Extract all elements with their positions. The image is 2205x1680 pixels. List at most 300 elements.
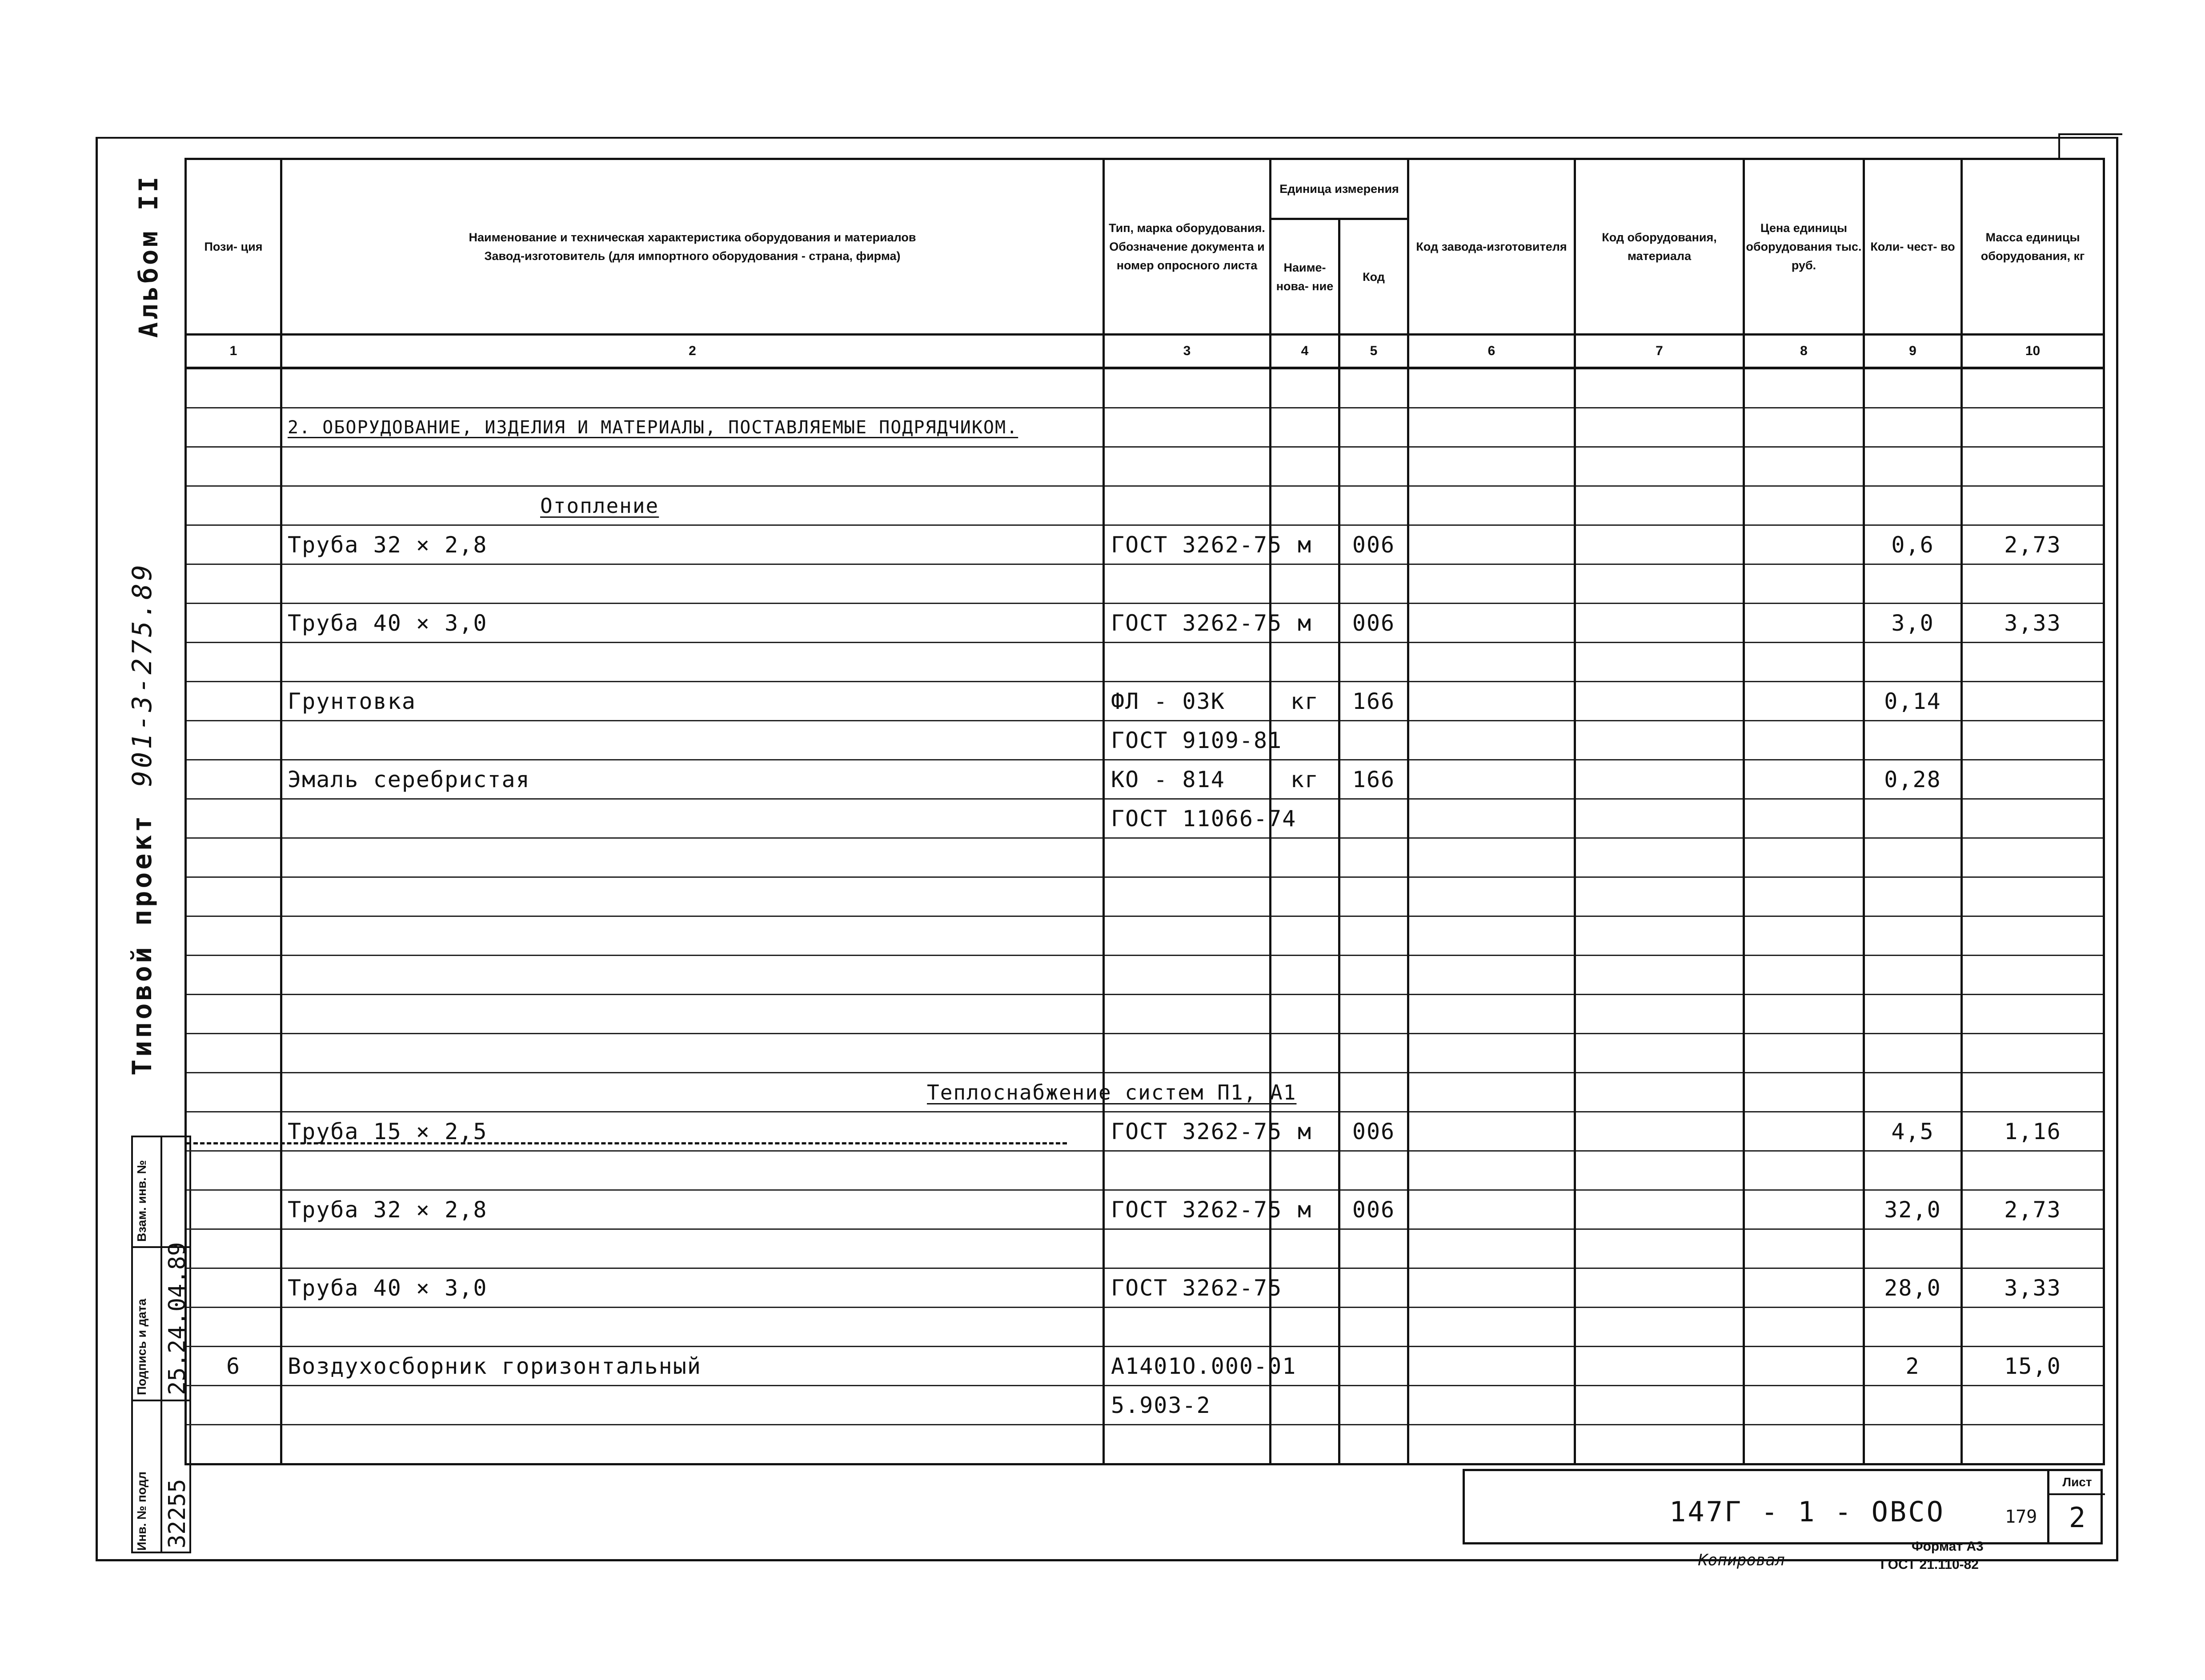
unit-code-cell: 166	[1339, 682, 1408, 721]
mass-cell: 2,73	[1962, 1190, 2104, 1229]
col-number: 9	[1864, 335, 1962, 368]
equipment-code-cell	[1575, 447, 1744, 486]
mass-cell	[1962, 721, 2104, 760]
position-cell	[186, 368, 281, 408]
position-cell	[186, 486, 281, 525]
stamp-inv-label: Инв. № подл	[135, 1471, 148, 1551]
quantity-cell	[1864, 1386, 1962, 1425]
stamp-rule	[133, 1400, 189, 1401]
factory-code-cell	[1408, 1308, 1575, 1347]
equipment-code-cell	[1575, 1112, 1744, 1151]
name-cell: Труба 15 × 2,5	[281, 1112, 1104, 1151]
price-cell	[1744, 1190, 1864, 1229]
unit-name-cell: м	[1271, 1112, 1339, 1151]
factory-code-cell	[1408, 877, 1575, 916]
type-cell	[1104, 447, 1271, 486]
unit-name-cell: м	[1271, 604, 1339, 643]
unit-code-cell: 006	[1339, 604, 1408, 643]
quantity-cell	[1864, 995, 1962, 1034]
equipment-code-cell	[1575, 1229, 1744, 1268]
unit-name-cell	[1271, 1308, 1339, 1347]
mass-cell	[1962, 1308, 2104, 1347]
price-cell	[1744, 1347, 1864, 1386]
table-row	[186, 1034, 2104, 1073]
mass-cell: 3,33	[1962, 1268, 2104, 1308]
equipment-code-cell	[1575, 1347, 1744, 1386]
mass-cell: 2,73	[1962, 525, 2104, 564]
position-cell	[186, 995, 281, 1034]
factory-code-cell	[1408, 799, 1575, 838]
unit-code-cell	[1339, 721, 1408, 760]
table-row	[186, 1386, 2104, 1425]
equipment-code-cell	[1575, 1386, 1744, 1425]
price-cell	[1744, 838, 1864, 877]
unit-code-cell	[1339, 995, 1408, 1034]
unit-code-cell	[1339, 1347, 1408, 1386]
name-cell: Теплоснабжение систем П1, А1	[281, 1073, 1104, 1112]
type-cell: ГОСТ 3262-75	[1104, 525, 1271, 564]
type-cell	[1104, 1151, 1271, 1190]
price-cell	[1744, 486, 1864, 525]
position-cell	[186, 1073, 281, 1112]
type-cell: ГОСТ 3262-75	[1104, 1190, 1271, 1229]
name-cell	[281, 1425, 1104, 1464]
type-cell	[1104, 643, 1271, 682]
col-number: 5	[1339, 335, 1408, 368]
factory-code-cell	[1408, 1347, 1575, 1386]
factory-code-cell	[1408, 1034, 1575, 1073]
type-cell: КО - 814	[1104, 760, 1271, 799]
name-cell: 2. ОБОРУДОВАНИЕ, ИЗДЕЛИЯ И МАТЕРИАЛЫ, ПОСТАВЛЯЕМЫЕ ПОДРЯДЧИКОМ.	[281, 408, 1104, 447]
position-cell	[186, 447, 281, 486]
position-cell	[186, 604, 281, 643]
position-cell	[186, 1268, 281, 1308]
unit-name-cell: м	[1271, 1190, 1339, 1229]
table-row	[186, 486, 2104, 525]
name-cell: Эмаль серебристая	[281, 760, 1104, 799]
stamp-sign-value: 25.24.04.89	[164, 1242, 191, 1395]
quantity-cell: 3,0	[1864, 604, 1962, 643]
table-row	[186, 525, 2104, 564]
unit-code-cell	[1339, 838, 1408, 877]
price-cell	[1744, 604, 1864, 643]
mass-cell	[1962, 643, 2104, 682]
table-row	[186, 1151, 2104, 1190]
price-cell	[1744, 1425, 1864, 1464]
name-cell: Труба 32 × 2,8	[281, 525, 1104, 564]
mass-cell	[1962, 1229, 2104, 1268]
factory-code-cell	[1408, 486, 1575, 525]
price-cell	[1744, 1034, 1864, 1073]
mass-cell	[1962, 1034, 2104, 1073]
table-row	[186, 604, 2104, 643]
factory-code-cell	[1408, 564, 1575, 604]
type-cell	[1104, 995, 1271, 1034]
price-cell	[1744, 877, 1864, 916]
type-cell	[1104, 368, 1271, 408]
position-cell	[186, 799, 281, 838]
equipment-code-cell	[1575, 877, 1744, 916]
unit-code-cell	[1339, 956, 1408, 995]
dashed-separator	[187, 1142, 1067, 1144]
quantity-cell	[1864, 564, 1962, 604]
header-price: Цена единицы оборудования тыс. руб.	[1744, 159, 1864, 335]
quantity-cell	[1864, 916, 1962, 956]
mass-cell: 3,33	[1962, 604, 2104, 643]
unit-code-cell	[1339, 1425, 1408, 1464]
quantity-cell	[1864, 447, 1962, 486]
factory-code-cell	[1408, 408, 1575, 447]
type-cell	[1104, 408, 1271, 447]
factory-code-cell	[1408, 721, 1575, 760]
unit-code-cell	[1339, 1386, 1408, 1425]
price-cell	[1744, 368, 1864, 408]
mass-cell	[1962, 682, 2104, 721]
factory-code-cell	[1408, 1151, 1575, 1190]
name-cell	[281, 916, 1104, 956]
factory-code-cell	[1408, 643, 1575, 682]
equipment-code-cell	[1575, 408, 1744, 447]
position-cell	[186, 1308, 281, 1347]
table-row	[186, 916, 2104, 956]
unit-name-cell	[1271, 1229, 1339, 1268]
position-cell	[186, 760, 281, 799]
quantity-cell: 0,6	[1864, 525, 1962, 564]
price-cell	[1744, 564, 1864, 604]
quantity-cell: 4,5	[1864, 1112, 1962, 1151]
col-number: 8	[1744, 335, 1864, 368]
mass-cell	[1962, 995, 2104, 1034]
col-number: 3	[1104, 335, 1271, 368]
table-row	[186, 564, 2104, 604]
col-number: 4	[1271, 335, 1339, 368]
name-cell	[281, 1229, 1104, 1268]
equipment-code-cell	[1575, 1073, 1744, 1112]
unit-code-cell	[1339, 877, 1408, 916]
mass-cell	[1962, 1073, 2104, 1112]
table-row	[186, 1425, 2104, 1464]
table-row	[186, 682, 2104, 721]
mass-cell	[1962, 447, 2104, 486]
price-cell	[1744, 1073, 1864, 1112]
quantity-cell	[1864, 838, 1962, 877]
price-cell	[1744, 760, 1864, 799]
table-row	[186, 447, 2104, 486]
format-label: Формат А3	[1912, 1539, 1984, 1554]
project-number: 901-3-275.89	[127, 562, 158, 787]
project-title-vertical	[98, 164, 187, 1076]
price-cell	[1744, 1112, 1864, 1151]
table-row	[186, 1308, 2104, 1347]
header-unit-group: Единица измерения	[1271, 159, 1408, 219]
position-cell	[186, 1034, 281, 1073]
position-cell	[186, 1151, 281, 1190]
factory-code-cell	[1408, 1073, 1575, 1112]
name-cell: Грунтовка	[281, 682, 1104, 721]
price-cell	[1744, 643, 1864, 682]
sheet-number: 2	[2069, 1501, 2086, 1534]
unit-code-cell	[1339, 486, 1408, 525]
unit-code-cell	[1339, 408, 1408, 447]
quantity-cell	[1864, 643, 1962, 682]
table-body	[186, 335, 2104, 1464]
unit-code-cell	[1339, 368, 1408, 408]
equipment-code-cell	[1575, 838, 1744, 877]
mass-cell	[1962, 368, 2104, 408]
mass-cell	[1962, 916, 2104, 956]
factory-code-cell	[1408, 916, 1575, 956]
mass-cell	[1962, 956, 2104, 995]
quantity-cell	[1864, 1229, 1962, 1268]
position-cell	[186, 1425, 281, 1464]
equipment-code-cell	[1575, 1190, 1744, 1229]
equipment-code-cell	[1575, 956, 1744, 995]
type-cell	[1104, 956, 1271, 995]
col-number: 7	[1575, 335, 1744, 368]
equipment-code-cell	[1575, 995, 1744, 1034]
header-name-line1: Наименование и техническая характеристика оборудования и материалов	[469, 231, 916, 244]
table-row	[186, 643, 2104, 682]
position-cell	[186, 956, 281, 995]
unit-code-cell	[1339, 916, 1408, 956]
equipment-code-cell	[1575, 1425, 1744, 1464]
quantity-cell	[1864, 1073, 1962, 1112]
price-cell	[1744, 525, 1864, 564]
quantity-cell: 2	[1864, 1347, 1962, 1386]
quantity-cell: 28,0	[1864, 1268, 1962, 1308]
mass-cell	[1962, 564, 2104, 604]
table-row	[186, 721, 2104, 760]
mass-cell	[1962, 838, 2104, 877]
mass-cell	[1962, 799, 2104, 838]
price-cell	[1744, 995, 1864, 1034]
table-row	[186, 1073, 2104, 1112]
mass-cell: 1,16	[1962, 1112, 2104, 1151]
position-cell	[186, 525, 281, 564]
table-row	[186, 368, 2104, 408]
equipment-code-cell	[1575, 799, 1744, 838]
column-numbers-row	[186, 335, 2104, 368]
mass-cell	[1962, 760, 2104, 799]
position-cell	[186, 1386, 281, 1425]
name-cell: Отопление	[281, 486, 1104, 525]
quantity-cell	[1864, 877, 1962, 916]
col-number: 2	[281, 335, 1104, 368]
unit-name-cell	[1271, 1151, 1339, 1190]
project-type-label: Типовой проект	[127, 813, 158, 1076]
name-cell	[281, 799, 1104, 838]
type-cell: ГОСТ 3262-75	[1104, 1268, 1271, 1308]
equipment-code-cell	[1575, 682, 1744, 721]
equipment-code-cell	[1575, 721, 1744, 760]
unit-name-cell	[1271, 564, 1339, 604]
position-cell	[186, 1229, 281, 1268]
mass-cell	[1962, 1151, 2104, 1190]
stamp-vzam-label: Взам. инв. №	[135, 1160, 148, 1242]
stamp-divider	[160, 1137, 162, 1552]
factory-code-cell	[1408, 1190, 1575, 1229]
unit-code-cell: 166	[1339, 760, 1408, 799]
copied-label: Копировал	[1698, 1551, 1785, 1569]
position-cell	[186, 564, 281, 604]
price-cell	[1744, 1229, 1864, 1268]
quantity-cell: 0,28	[1864, 760, 1962, 799]
position-cell	[186, 877, 281, 916]
price-cell	[1744, 1268, 1864, 1308]
quantity-cell	[1864, 1151, 1962, 1190]
unit-name-cell	[1271, 916, 1339, 956]
unit-name-cell	[1271, 408, 1339, 447]
type-cell: 5.903-2	[1104, 1386, 1271, 1425]
equipment-code-cell	[1575, 1308, 1744, 1347]
price-cell	[1744, 956, 1864, 995]
quantity-cell	[1864, 956, 1962, 995]
equipment-code-cell	[1575, 486, 1744, 525]
quantity-cell	[1864, 1425, 1962, 1464]
quantity-cell: 32,0	[1864, 1190, 1962, 1229]
type-cell	[1104, 1229, 1271, 1268]
unit-name-cell	[1271, 995, 1339, 1034]
unit-name-cell	[1271, 838, 1339, 877]
position-cell	[186, 1190, 281, 1229]
unit-name-cell	[1271, 486, 1339, 525]
price-cell	[1744, 799, 1864, 838]
factory-code-cell	[1408, 1386, 1575, 1425]
equipment-code-cell	[1575, 1151, 1744, 1190]
approval-stamp	[131, 1136, 191, 1553]
unit-code-cell: 006	[1339, 1190, 1408, 1229]
name-cell	[281, 643, 1104, 682]
type-cell	[1104, 564, 1271, 604]
price-cell	[1744, 1386, 1864, 1425]
table-row	[186, 1268, 2104, 1308]
album-label: Альбом II	[133, 174, 164, 338]
unit-code-cell	[1339, 1268, 1408, 1308]
unit-name-cell: кг	[1271, 682, 1339, 721]
position-cell	[186, 721, 281, 760]
type-cell: ГОСТ 9109-81	[1104, 721, 1271, 760]
quantity-cell	[1864, 1034, 1962, 1073]
unit-name-cell	[1271, 1034, 1339, 1073]
stamp-sign-label: Подпись и дата	[135, 1299, 148, 1395]
mass-cell	[1962, 486, 2104, 525]
table-row	[186, 995, 2104, 1034]
unit-code-cell	[1339, 643, 1408, 682]
header-name-line2: Завод-изготовитель (для импортного оборудования - страна, фирма)	[484, 249, 901, 263]
header-unit-code: Код	[1339, 219, 1408, 335]
equipment-code-cell	[1575, 525, 1744, 564]
header-factory-code: Код завода-изготовителя	[1408, 159, 1575, 335]
equipment-code-cell	[1575, 1268, 1744, 1308]
name-cell	[281, 1151, 1104, 1190]
quantity-cell	[1864, 721, 1962, 760]
table-row	[186, 956, 2104, 995]
name-cell	[281, 1034, 1104, 1073]
price-cell	[1744, 408, 1864, 447]
unit-name-cell	[1271, 956, 1339, 995]
type-cell: ФЛ - 03К	[1104, 682, 1271, 721]
unit-code-cell: 006	[1339, 525, 1408, 564]
unit-code-cell: 006	[1339, 1112, 1408, 1151]
unit-code-cell	[1339, 1151, 1408, 1190]
name-cell	[281, 1308, 1104, 1347]
unit-name-cell	[1271, 1425, 1339, 1464]
equipment-code-cell	[1575, 368, 1744, 408]
factory-code-cell	[1408, 682, 1575, 721]
equipment-code-cell	[1575, 760, 1744, 799]
price-cell	[1744, 682, 1864, 721]
sheet-label: Лист	[2049, 1471, 2105, 1495]
header-quantity: Коли- чест- во	[1864, 159, 1962, 335]
unit-name-cell	[1271, 1386, 1339, 1425]
quantity-cell: 0,14	[1864, 682, 1962, 721]
factory-code-cell	[1408, 604, 1575, 643]
type-cell: А1401О.000-01	[1104, 1347, 1271, 1386]
name-cell	[281, 368, 1104, 408]
name-cell	[281, 1386, 1104, 1425]
col-number: 10	[1962, 335, 2104, 368]
type-cell: ГОСТ 11066-74	[1104, 799, 1271, 838]
table-row	[186, 838, 2104, 877]
stamp-inv-value: 32255	[164, 1479, 191, 1548]
quantity-cell	[1864, 368, 1962, 408]
header-type: Тип, марка оборудования. Обозначение документа и номер опросного листа	[1104, 159, 1271, 335]
unit-code-cell	[1339, 447, 1408, 486]
unit-name-cell	[1271, 877, 1339, 916]
table-row	[186, 799, 2104, 838]
position-cell	[186, 643, 281, 682]
factory-code-cell	[1408, 1268, 1575, 1308]
position-cell	[186, 682, 281, 721]
name-cell	[281, 995, 1104, 1034]
price-cell	[1744, 1151, 1864, 1190]
quantity-cell	[1864, 799, 1962, 838]
name-cell: Воздухосборник горизонтальный	[281, 1347, 1104, 1386]
type-cell	[1104, 486, 1271, 525]
type-cell: ГОСТ 3262-75	[1104, 1112, 1271, 1151]
table-row	[186, 877, 2104, 916]
type-cell: ГОСТ 3262-75	[1104, 604, 1271, 643]
equipment-code-cell	[1575, 1034, 1744, 1073]
equipment-code-cell	[1575, 564, 1744, 604]
price-cell	[1744, 1308, 1864, 1347]
factory-code-cell	[1408, 447, 1575, 486]
title-block	[1463, 1469, 2103, 1544]
gost-footer: ГОСТ 21.110-82	[1880, 1557, 1979, 1572]
position-cell	[186, 838, 281, 877]
factory-code-cell	[1408, 1112, 1575, 1151]
type-cell	[1104, 838, 1271, 877]
unit-code-cell	[1339, 1229, 1408, 1268]
mass-cell: 15,0	[1962, 1347, 2104, 1386]
type-cell	[1104, 916, 1271, 956]
mass-cell	[1962, 877, 2104, 916]
table-row	[186, 760, 2104, 799]
price-cell	[1744, 721, 1864, 760]
type-cell	[1104, 877, 1271, 916]
name-cell	[281, 721, 1104, 760]
equipment-code-cell	[1575, 916, 1744, 956]
header-equipment-code: Код оборудования, материала	[1575, 159, 1744, 335]
unit-name-cell: м	[1271, 525, 1339, 564]
specification-table	[184, 158, 2105, 1465]
quantity-cell	[1864, 486, 1962, 525]
factory-code-cell	[1408, 995, 1575, 1034]
type-cell	[1104, 1034, 1271, 1073]
price-cell	[1744, 447, 1864, 486]
position-cell	[186, 916, 281, 956]
type-cell	[1104, 1308, 1271, 1347]
